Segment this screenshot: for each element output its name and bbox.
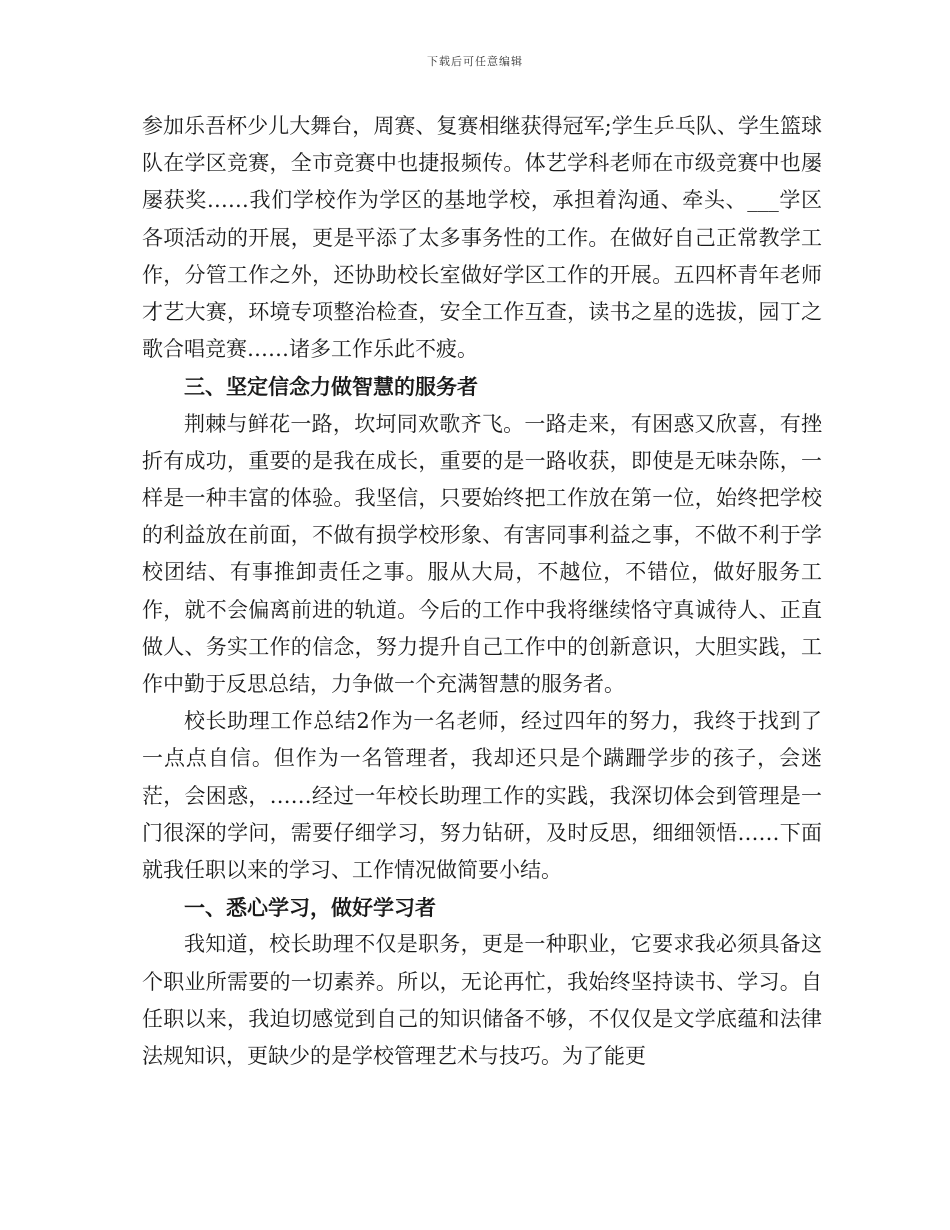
paragraph: 校长助理工作总结2作为一名老师，经过四年的努力，我终于找到了一点点自信。但作为一名管理者，我却还只是个蹒跚学步的孩子，会迷茫，会困惑，……经过一年校长助理工作的实践，我深切体会到管理是一门很深的学问，需要仔细学习，努力钻研，及时反思，细细领悟……下面就我任职以来的学习、工作情况做简要小结。 bbox=[142, 709, 822, 883]
document-body bbox=[142, 108, 822, 1075]
page-header: 下载后可任意编辑 bbox=[427, 55, 523, 68]
paragraph: 荆棘与鲜花一路，坎坷同欢歌齐飞。一路走来，有困惑又欣喜，有挫折有成功，重要的是我在成长，重要的是一路收获，即使是无味杂陈，一样是一种丰富的体验。我坚信，只要始终把工作放在第一位，始终把学校的利益放在前面，不做有损学校形象、有害同事利益之事，不做不利于学校团结、有事推卸责任之事。服从大局，不越位，不错位，做好服务工作，就不会偏离前进的轨道。今后的工作中我将继续恪守真诚待人、正直做人、务实工作的信念，努力提升自己工作中的创新意识，大胆实践，工作中勤于反思总结，力争做一个充满智慧的服务者。 bbox=[142, 411, 822, 697]
section-heading: 三、坚定信念力做智慧的服务者 bbox=[184, 374, 478, 400]
paragraph: 参加乐吾杯少儿大舞台，周赛、复赛相继获得冠军;学生乒乓队、学生篮球队在学区竞赛，全市竞赛中也捷报频传。体艺学科老师在市级竞赛中也屡屡获奖……我们学校作为学区的基地学校，承担着沟通、牵头、___学区各项活动的开展，更是平添了太多事务性的工作。在做好自己正常教学工作，分管工作之外，还协助校长室做好学区工作的开展。五四杯青年老师才艺大赛，环境专项整治检查，安全工作互查，读书之星的选拔，园丁之歌合唱竞赛……诸多工作乐此不疲。 bbox=[142, 114, 822, 362]
section-heading: 一、悉心学习，做好学习者 bbox=[184, 895, 436, 921]
paragraph: 我知道，校长助理不仅是职务，更是一种职业，它要求我必须具备这个职业所需要的一切素养。所以，无论再忙，我始终坚持读书、学习。自任职以来，我迫切感觉到自己的知识储备不够，不仅仅是文学底蕴和法律法规知识，更缺少的是学校管理艺术与技巧。为了能更 bbox=[142, 932, 822, 1069]
